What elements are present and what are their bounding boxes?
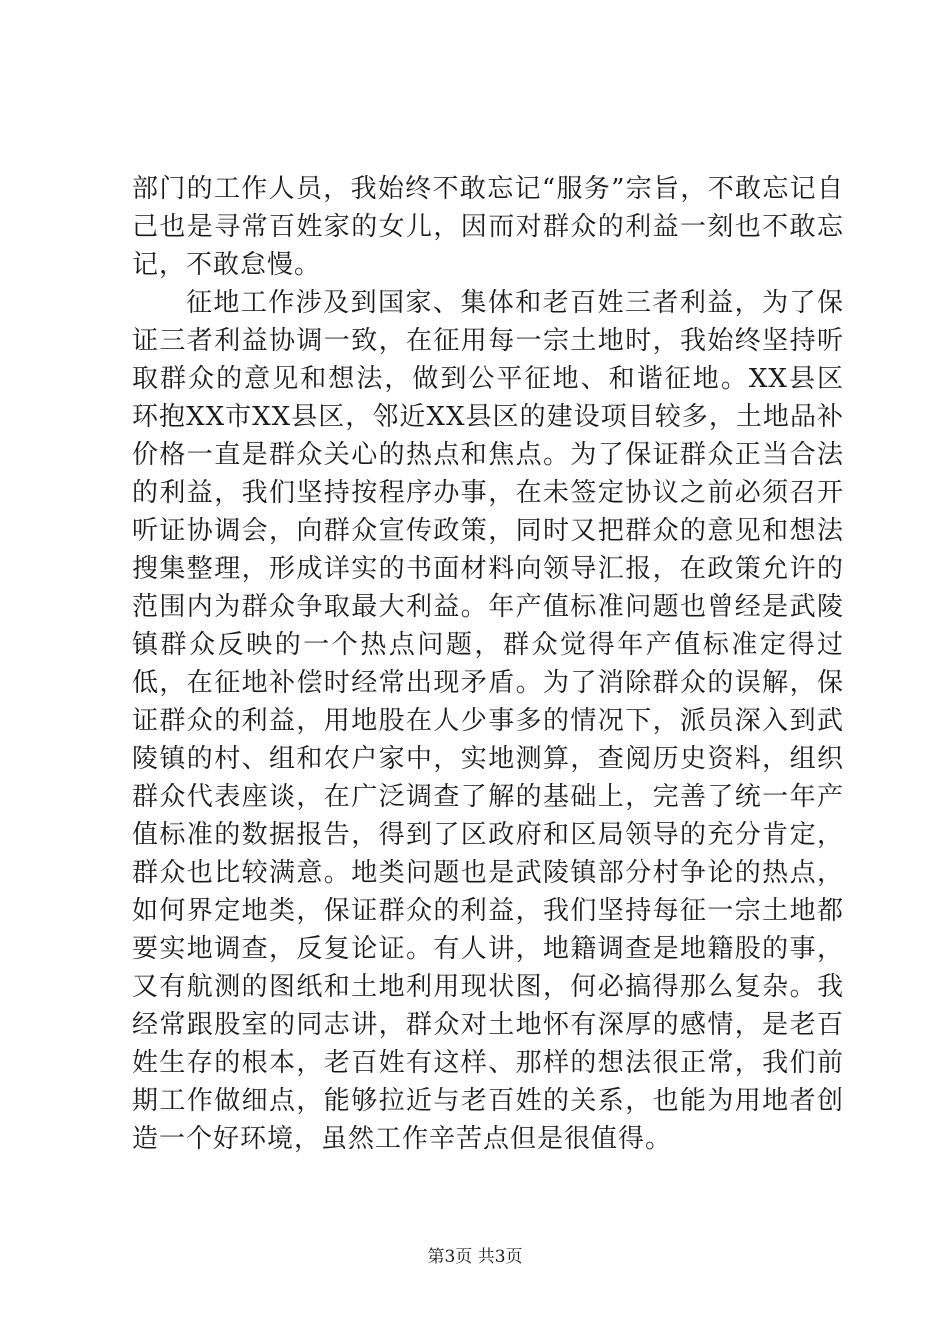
paragraph-land-acquisition: 征地工作涉及到国家、集体和老百姓三者利益，为了保证三者利益协调一致，在征用每一宗土地时，我始终坚持听取群众的意见和想法，做到公平征地、和谐征地。XX县区环抱XX市XX县区，邻近XX县区的建设项目较多，土地品补价格一直是群众关心的热点和焦点。为了保证群众正当合法的利益，我们坚持按程序办事，在未签定协议之前必须召开听证协调会，向群众宣传政策，同时又把群众的意见和想法搜集整理，形成详实的书面材料向领导汇报，在政策允许的范围内为群众争取最大利益。年产值标准问题也曾经是武陵镇群众反映的一个热点问题，群众觉得年产值标准定得过低，在征地补偿时经常出现矛盾。为了消除群众的误解，保证群众的利益，用地股在人少事多的情况下，派员深入到武陵镇的村、组和农户家中，实地测算，查阅历史资料，组织群众代表座谈，在广泛调查了解的基础上，完善了统一年产值标准的数据报告，得到了区政府和区局领导的充分肯定，群众也比较满意。地类问题也是武陵镇部分村争论的热点，如何界定地类，保证群众的利益，我们坚持每征一宗土地都要实地调查，反复论证。有人讲，地籍调查是地籍股的事，又有航测的图纸和土地利用现状图，何必搞得那么复杂。我经常跟股室的同志讲，群众对土地怀有深厚的感情，是老百姓生存的根本，老百姓有这样、那样的想法很正常，我们前期工作做细点，能够拉近与老百姓的关系，也能为用地者创造一个好环境，虽然工作辛苦点但是很值得。 [132,288,844,1154]
document-body [132,170,844,1158]
paragraph-continuation: 部门的工作人员，我始终不敢忘记“服务”宗旨，不敢忘记自己也是寻常百姓家的女儿，因而对群众的利益一刻也不敢忘记，不敢怠慢。 [132,174,844,280]
page-footer: 第3页 共3页 [427,1247,523,1267]
